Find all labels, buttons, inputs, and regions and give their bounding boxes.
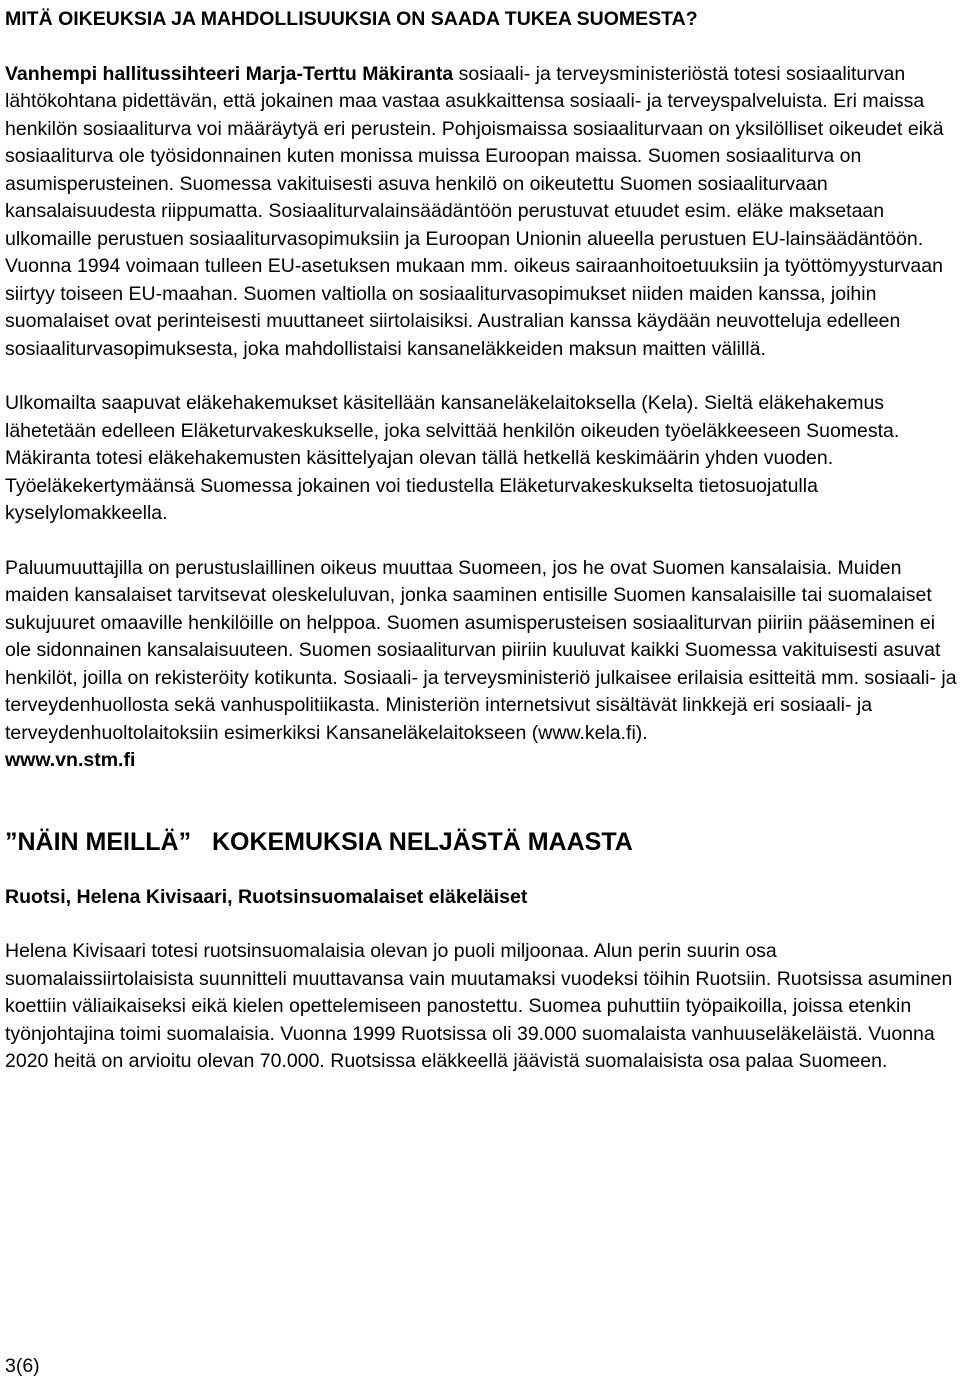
document-heading: MITÄ OIKEUKSIA JA MAHDOLLISUUKSIA ON SAADA TUKEA SUOMESTA? [5, 8, 698, 30]
spacer [5, 363, 957, 390]
open-quote: ” [5, 827, 18, 856]
section-heading-part1: NÄIN MEILLÄ [17, 827, 179, 856]
section-heading-part2: KOKEMUKSIA NELJÄSTÄ MAASTA [211, 827, 633, 856]
ministry-url: www.vn.stm.fi [5, 749, 136, 771]
spacer [5, 775, 957, 827]
subheading-sweden: Ruotsi, Helena Kivisaari, Ruotsinsuomalaiset eläkeläiset [5, 885, 528, 908]
close-quote: ” [178, 827, 192, 856]
paragraph-return-migrants: Paluumuuttajilla on perustuslaillinen oikeus muuttaa Suomeen, jos he ovat Suomen kansalaisia. Muiden maiden kansalaiset tarvitsevat oleskeluluvan, jonka saaminen entisille Suomen kansalaisille tai suomalaiset sukujuuret omaaville henkilöille on helppoa. Suomen asumisperusteisen sosiaaliturvan piiriin pääseminen ei ole sidonnainen kansalaisuuteen. Suomen sosiaaliturvan piiriin kuuluvat kaikki Suomessa vakituisesti asuvat henkilöt, joilla on rekisteröity kotikunta. Sosiaali- ja terveysministeriö julkaisee erilaisia esitteitä mm. sosiaali- ja terveydenhuollosta sekä vanhuspolitiikasta. Ministeriön internetsivut sisältävät linkkejä eri sosiaali- ja terveydenhuoltolaitoksiin esimerkiksi Kansaneläkelaitokseen (www.kela.fi). [5, 556, 957, 744]
paragraph-social-security [5, 61, 957, 364]
spacer [5, 528, 957, 555]
spacer [5, 857, 957, 884]
spacer [5, 911, 957, 938]
page-number: 3(6) [5, 1355, 40, 1377]
paragraph-pension-applications: Ulkomailta saapuvat eläkehakemukset käsitellään kansaneläkelaitoksella (Kela). Sieltä eläkehakemus lähetetään edelleen Eläketurvakeskukselle, joka selvittää henkilön oikeuden työeläkkeeseen Suomesta. Mäkiranta totesi eläkehakemusten käsittelyajan olevan tällä hetkellä keskimäärin yhden vuoden. Työeläkekertymäänsä Suomessa jokainen voi tiedustella Eläketurvakeskukselta tietosuojatulla kyselylomakkeella. [5, 392, 900, 524]
section-heading [5, 827, 957, 857]
paragraph-sweden: Helena Kivisaari totesi ruotsinsuomalaisia olevan jo puoli miljoonaa. Alun perin suurin osa suomalaissiirtolaisista suunnitteli muuttavansa vain muutamaksi vuodeksi töihin Ruotsiin. Ruotsissa asuminen koettiin väliaikaiseksi eikä kielen opettelemiseen panostettu. Suomea puhuttiin työpaikoilla, joissa etenkin työnjohtajina toimi suomalaisia. Vuonna 1999 Ruotsissa oli 39.000 suomalaista vanhuuseläkeläistä. Vuonna 2020 heitä on arvioitu olevan 70.000. Ruotsissa eläkkeellä jäävistä suomalaisista osa palaa Suomeen. [5, 940, 953, 1072]
document-page [5, 6, 957, 1076]
paragraph-text: sosiaali- ja terveysministeriöstä totesi sosiaaliturvan lähtökohtana pidettävän, että jokainen maa vastaa asukkaittensa sosiaali- ja terveyspalveluista. Eri maissa henkilön sosiaaliturva voi määräytyä eri perustein. Pohjoismaissa sosiaaliturvaan on yksilölliset oikeudet eikä sosiaaliturva ole työsidonnainen kuten monissa muissa Euroopan maissa. Suomen sosiaaliturva on asumisperusteinen. Suomessa vakituisesti asuva henkilö on oikeutettu Suomen sosiaaliturvaan kansalaisuudesta riippumatta. Sosiaaliturvalainsäädäntöön perustuvat etuudet esim. eläke maksetaan ulkomaille perustuen sosiaaliturvasopimuksiin ja Euroopan Unionin alueella perustuen EU-lainsäädäntöön. Vuonna 1994 voimaan tulleen EU-asetuksen mukaan mm. oikeus sairaanhoitoetuuksiin ja työttömyysturvaan siirtyy toiseen EU-maahan. Suomen valtiolla on sosiaaliturvasopimukset niiden maiden kanssa, joihin suomalaiset ovat perinteisesti muuttaneet siirtolaisiksi. Australian kanssa käydään neuvotteluja edelleen sosiaaliturvasopimuksesta, joka mahdollistaisi kansaneläkkeiden maksun maitten välillä. [5, 62, 944, 360]
speaker-name: Vanhempi hallitussihteeri Marja-Terttu Mäkiranta [5, 62, 454, 85]
spacer [5, 34, 957, 61]
